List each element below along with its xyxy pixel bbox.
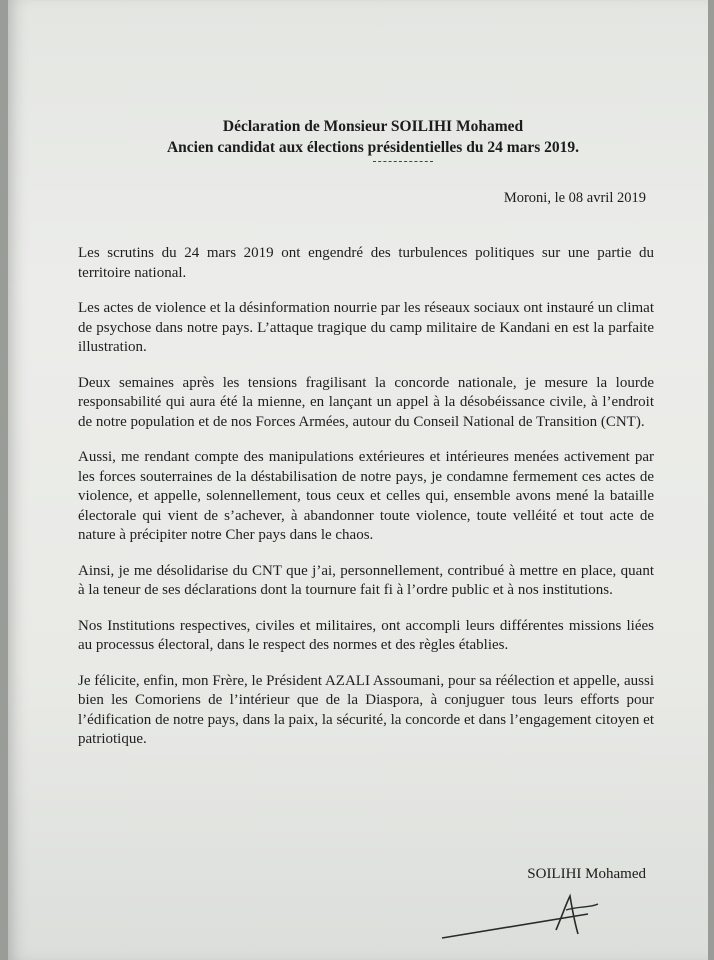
- declaration-title: Déclaration de Monsieur SOILIHI Mohamed: [222, 118, 524, 135]
- place-date: Moroni, le 08 avril 2019: [503, 190, 646, 206]
- document-header: [8, 118, 708, 162]
- paragraph-3: Deux semaines après les tensions fragilisant la concorde nationale, je mesure la lourde responsabilité qui aura été la mienne, en lançant un appel à la désobéissance civile, à l’endroit de notre population et de nos Forces Armées, autour du Conseil National de Transition (CNT).: [78, 374, 654, 430]
- paragraph-4: Aussi, me rendant compte des manipulations extérieures et intérieures menées activement par les forces souterraines de la déstabilisation de notre pays, je condamne fermement ces actes de violence, et appelle, solennellement, tous ceux et celles qui, ensemble avons mené la bataille électorale qui vient de s’achever, à abandonner toute violence, toute velléité et tout acte de nature à précipiter notre Cher pays dans le chaos.: [78, 449, 654, 543]
- paragraph-1: Les scrutins du 24 mars 2019 ont engendré des turbulences politiques sur une partie du territoire national.: [78, 245, 654, 281]
- paragraph-7: Je félicite, enfin, mon Frère, le Président AZALI Assoumani, pour sa réélection et appelle, aussi bien les Comoriens de l’intérieur que de la Diaspora, à conjuguer tous leurs efforts pour l’édification de notre pays, dans la paix, la sécurité, la concorde et dans l’engagement citoyen et patriotique.: [78, 672, 654, 747]
- title-divider: [373, 161, 433, 162]
- paragraph-6: Nos Institutions respectives, civiles et militaires, ont accompli leurs différentes missions liées au processus électoral, dans le respect des normes et des règles établies.: [78, 617, 654, 653]
- declaration-subtitle: Ancien candidat aux élections présidentielles du 24 mars 2019.: [166, 139, 580, 156]
- paragraph-5: Ainsi, je me désolidarise du CNT que j’ai, personnellement, contribué à mettre en place, quant à la teneur de ses déclarations dont la tournure fait fi à l’ordre public et à nos institutions.: [78, 562, 654, 598]
- signature-name: SOILIHI Mohamed: [527, 866, 646, 882]
- handwritten-signature: [438, 890, 608, 946]
- document-page: [8, 0, 708, 960]
- paragraph-2: Les actes de violence et la désinformation nourrie par les réseaux sociaux ont instauré un climat de psychose dans notre pays. L’attaque tragique du camp militaire de Kandani en est la parfaite illustration.: [78, 300, 654, 355]
- declaration-body: [78, 244, 654, 766]
